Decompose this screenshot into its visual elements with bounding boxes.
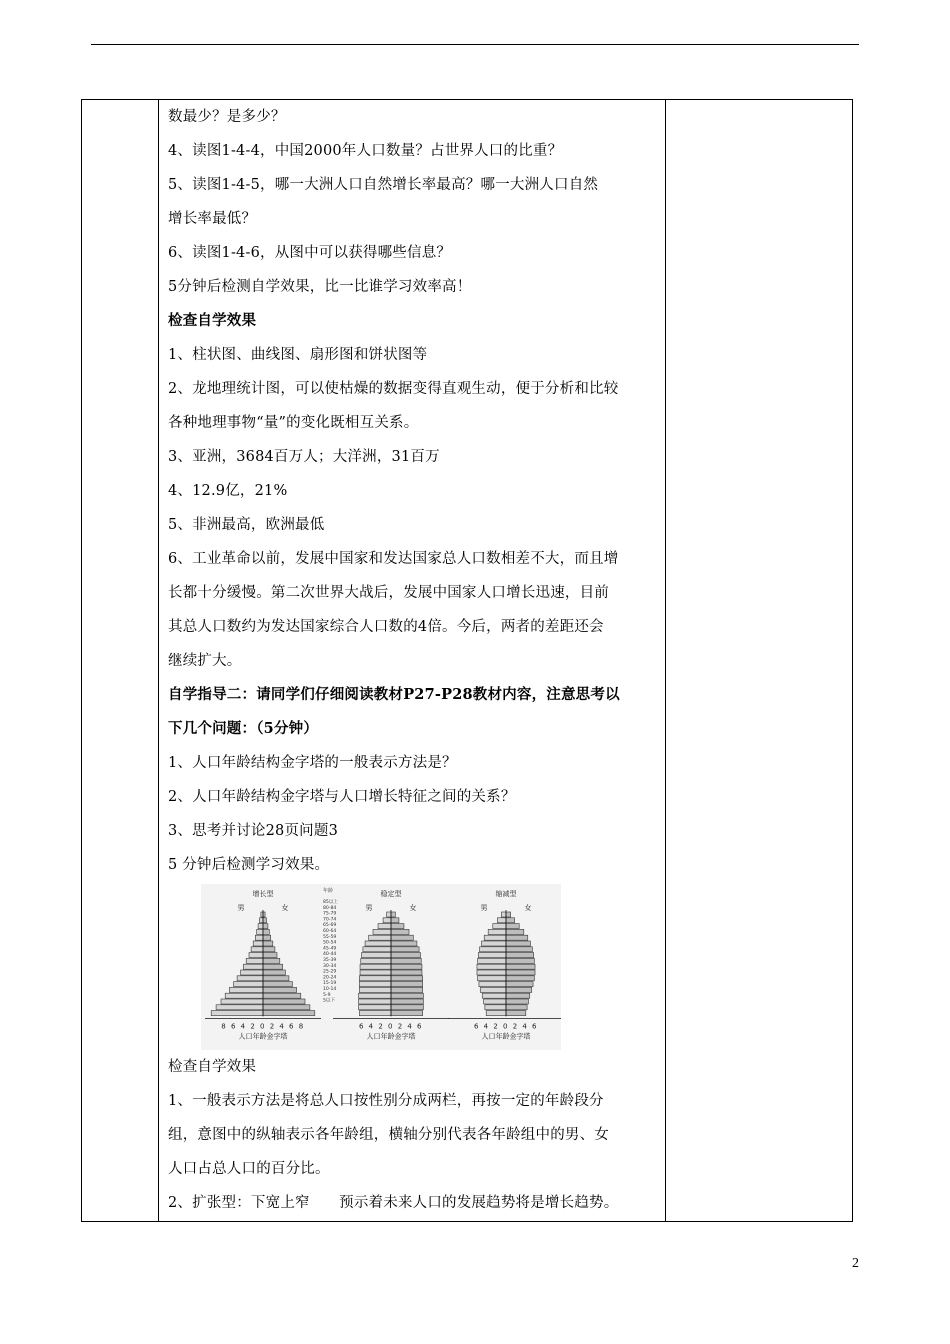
table-column-divider-right bbox=[665, 100, 666, 1221]
female-bar bbox=[263, 953, 277, 958]
male-bar bbox=[387, 912, 391, 917]
female-bar bbox=[391, 924, 404, 929]
text-line: 长都十分缓慢。第二次世界大战后，发展中国家人口增长迅速，目前 bbox=[168, 585, 609, 601]
female-bar bbox=[263, 987, 297, 992]
male-bar bbox=[482, 993, 506, 998]
male-bar bbox=[255, 935, 263, 940]
pyramid-caption: 人口年龄金字塔 bbox=[366, 1032, 416, 1041]
female-bar bbox=[391, 947, 419, 952]
male-bar bbox=[480, 987, 506, 992]
male-bar bbox=[229, 987, 263, 992]
text-line: 1、人口年龄结构金字塔的一般表示方法是？ bbox=[168, 755, 457, 771]
female-bar bbox=[506, 1011, 526, 1016]
male-bar bbox=[478, 958, 506, 963]
x-axis-ticks: 8 6 4 2 0 2 4 6 8 bbox=[221, 1022, 305, 1031]
pyramid-title: 缩减型 bbox=[495, 890, 517, 898]
male-bar bbox=[211, 1011, 263, 1016]
female-bar bbox=[263, 935, 271, 940]
male-bar bbox=[241, 970, 263, 975]
female-bar bbox=[506, 970, 535, 975]
male-bar bbox=[359, 999, 391, 1004]
male-bar bbox=[361, 953, 391, 958]
male-bar bbox=[378, 924, 391, 929]
female-bar bbox=[263, 970, 285, 975]
male-bar bbox=[480, 947, 506, 952]
text-line: 继续扩大。 bbox=[168, 653, 242, 669]
male-bar bbox=[359, 1011, 391, 1016]
female-bar bbox=[263, 924, 268, 929]
male-bar bbox=[478, 953, 506, 958]
age-label: 15-19 bbox=[323, 981, 337, 987]
pyramid-title: 增长型 bbox=[252, 890, 274, 898]
age-label: 55-59 bbox=[323, 934, 337, 940]
female-bar bbox=[506, 964, 535, 969]
x-axis-ticks: 6 4 2 0 2 4 6 bbox=[358, 1022, 424, 1031]
text-line: 5 分钟后检测学习效果。 bbox=[168, 857, 330, 873]
age-label: 50-54 bbox=[323, 940, 337, 946]
male-label: 男 bbox=[237, 904, 245, 912]
male-bar bbox=[221, 999, 263, 1004]
female-bar bbox=[391, 935, 413, 940]
text-block-before-figure bbox=[168, 100, 664, 882]
female-bar bbox=[391, 953, 421, 958]
age-label: 70-74 bbox=[323, 917, 337, 923]
pyramid-caption: 人口年龄金字塔 bbox=[238, 1032, 288, 1041]
male-bar bbox=[484, 999, 506, 1004]
text-line: 数最少？是多少？ bbox=[168, 109, 286, 125]
male-bar bbox=[359, 1005, 391, 1010]
male-bar bbox=[383, 918, 391, 923]
female-bar bbox=[506, 982, 533, 987]
age-label: 25-29 bbox=[323, 969, 337, 975]
female-bar bbox=[263, 1005, 310, 1010]
female-bar bbox=[506, 953, 534, 958]
female-bar bbox=[263, 1011, 315, 1016]
male-bar bbox=[260, 918, 264, 923]
female-label: 女 bbox=[281, 904, 289, 912]
male-bar bbox=[225, 993, 263, 998]
male-bar bbox=[497, 918, 506, 923]
male-bar bbox=[246, 958, 263, 963]
female-bar bbox=[506, 1005, 527, 1010]
lesson-content-cell bbox=[168, 100, 664, 1220]
female-bar bbox=[506, 918, 515, 923]
text-line: 下几个问题：（5分钟） bbox=[168, 720, 319, 737]
male-bar bbox=[359, 993, 391, 998]
age-label: 5-9 bbox=[323, 992, 331, 998]
female-bar bbox=[391, 1011, 423, 1016]
age-label: 85以上 bbox=[323, 900, 339, 905]
age-label: 60-64 bbox=[323, 929, 337, 934]
male-bar bbox=[486, 1011, 506, 1016]
text-line: 5分钟后检测自学效果，比一比谁学习效率高！ bbox=[168, 279, 472, 295]
male-bar bbox=[234, 982, 263, 987]
male-bar bbox=[361, 958, 391, 963]
male-bar bbox=[485, 1005, 506, 1010]
header-rule bbox=[91, 44, 859, 45]
female-bar bbox=[391, 964, 422, 969]
female-bar bbox=[391, 993, 423, 998]
age-label: 35-39 bbox=[323, 958, 337, 963]
female-bar bbox=[263, 941, 273, 946]
female-label: 女 bbox=[409, 904, 417, 912]
female-bar bbox=[263, 964, 283, 969]
male-bar bbox=[478, 976, 506, 981]
text-line: 2、扩张型：下宽上窄 预示着未来人口的发展趋势将是增长趋势。 bbox=[168, 1195, 619, 1211]
age-label: 65-69 bbox=[323, 923, 337, 929]
male-bar bbox=[477, 964, 506, 969]
female-bar bbox=[391, 912, 395, 917]
population-pyramid-figure bbox=[168, 884, 664, 1050]
text-line: 其总人口数约为发达国家综合人口数的4倍。今后，两者的差距还会 bbox=[168, 619, 604, 635]
female-bar bbox=[506, 976, 534, 981]
male-bar bbox=[501, 912, 506, 917]
female-bar bbox=[263, 929, 269, 934]
male-bar bbox=[243, 964, 263, 969]
male-bar bbox=[482, 941, 506, 946]
text-line: 6、读图1-4-6，从图中可以获得哪些信息？ bbox=[168, 245, 452, 261]
male-label: 男 bbox=[365, 904, 373, 912]
text-line: 5、读图1-4-5，哪一大洲人口自然增长率最高？哪一大洲人口自然 bbox=[168, 177, 599, 193]
male-bar bbox=[488, 929, 506, 934]
female-bar bbox=[263, 947, 275, 952]
male-bar bbox=[258, 924, 263, 929]
text-line: 2、龙地理统计图，可以使枯燥的数据变得直观生动，便于分析和比较 bbox=[168, 381, 619, 397]
male-bar bbox=[369, 935, 391, 940]
female-bar bbox=[506, 924, 519, 929]
age-label: 80-84 bbox=[323, 905, 337, 911]
male-bar bbox=[257, 929, 263, 934]
text-line: 1、柱状图、曲线图、扇形图和饼状图等 bbox=[168, 347, 428, 363]
age-label: 5以下 bbox=[323, 998, 336, 1004]
female-bar bbox=[506, 929, 524, 934]
age-label: 10-14 bbox=[323, 987, 337, 992]
male-bar bbox=[363, 947, 391, 952]
male-bar bbox=[479, 982, 506, 987]
text-line: 检查自学效果 bbox=[168, 1059, 257, 1075]
male-bar bbox=[360, 964, 391, 969]
male-bar bbox=[373, 929, 391, 934]
male-bar bbox=[360, 970, 391, 975]
female-bar bbox=[391, 970, 422, 975]
male-bar bbox=[237, 976, 263, 981]
female-bar bbox=[506, 912, 511, 917]
male-bar bbox=[365, 941, 391, 946]
female-bar bbox=[391, 929, 409, 934]
lesson-table bbox=[81, 99, 853, 1222]
x-axis-ticks: 6 4 2 0 2 4 6 bbox=[473, 1022, 539, 1031]
age-axis-title: 年龄 bbox=[323, 888, 334, 894]
female-bar bbox=[391, 958, 421, 963]
female-bar bbox=[263, 999, 305, 1004]
female-bar bbox=[506, 999, 528, 1004]
age-label: 20-24 bbox=[323, 975, 337, 981]
male-bar bbox=[477, 970, 506, 975]
text-line: 增长率最低？ bbox=[168, 211, 257, 227]
male-bar bbox=[484, 935, 506, 940]
text-line: 各种地理事物“量”的变化既相互关系。 bbox=[168, 415, 419, 431]
male-bar bbox=[359, 987, 391, 992]
female-bar bbox=[506, 987, 532, 992]
female-bar bbox=[391, 987, 423, 992]
text-line: 检查自学效果 bbox=[168, 312, 257, 329]
text-line: 人口占总人口的百分比。 bbox=[168, 1161, 330, 1177]
text-line: 5、非洲最高，欧洲最低 bbox=[168, 517, 325, 533]
population-pyramids-image bbox=[201, 884, 561, 1050]
table-column-divider-left bbox=[158, 100, 159, 1221]
female-bar bbox=[391, 999, 423, 1004]
female-bar bbox=[263, 976, 289, 981]
male-bar bbox=[493, 924, 506, 929]
text-line: 4、12.9亿，21% bbox=[168, 483, 288, 499]
female-bar bbox=[506, 947, 532, 952]
text-block-after-figure bbox=[168, 1050, 664, 1220]
male-bar bbox=[251, 947, 263, 952]
female-bar bbox=[263, 982, 292, 987]
age-label: 30-34 bbox=[323, 963, 337, 969]
text-line: 4、读图1-4-4，中国2000年人口数量？占世界人口的比重？ bbox=[168, 143, 563, 159]
male-bar bbox=[249, 953, 263, 958]
female-bar bbox=[391, 941, 417, 946]
pyramid-caption: 人口年龄金字塔 bbox=[481, 1032, 531, 1041]
male-bar bbox=[359, 976, 391, 981]
female-bar bbox=[506, 993, 530, 998]
pyramid-title: 稳定型 bbox=[380, 890, 402, 898]
female-bar bbox=[263, 958, 280, 963]
text-line: 1、一般表示方法是将总人口按性别分成两栏，再按一定的年龄段分 bbox=[168, 1093, 604, 1109]
female-bar bbox=[391, 918, 399, 923]
text-line: 6、工业革命以前，发展中国家和发达国家总人口数相差不大，而且增 bbox=[168, 551, 619, 567]
female-bar bbox=[263, 993, 301, 998]
age-label: 40-44 bbox=[323, 952, 337, 958]
text-line: 3、思考并讨论28页问题3 bbox=[168, 823, 339, 839]
age-label: 75-79 bbox=[323, 911, 337, 917]
page-number: 2 bbox=[852, 1256, 859, 1271]
male-bar bbox=[359, 982, 391, 987]
female-bar bbox=[391, 982, 423, 987]
text-line: 2、人口年龄结构金字塔与人口增长特征之间的关系？ bbox=[168, 789, 516, 805]
female-bar bbox=[506, 935, 528, 940]
female-bar bbox=[506, 941, 530, 946]
age-label: 45-49 bbox=[323, 946, 337, 952]
female-label: 女 bbox=[524, 904, 532, 912]
female-bar bbox=[391, 1005, 423, 1010]
male-bar bbox=[216, 1005, 263, 1010]
male-bar bbox=[253, 941, 263, 946]
male-label: 男 bbox=[480, 904, 488, 912]
text-line: 自学指导二：请同学们仔细阅读教材P27-P28教材内容，注意思考以 bbox=[168, 686, 620, 703]
text-line: 3、亚洲，3684百万人；大洋洲，31百万 bbox=[168, 449, 440, 465]
text-line: 组，意图中的纵轴表示各年龄组，横轴分别代表各年龄组中的男、女 bbox=[168, 1127, 609, 1143]
female-bar bbox=[263, 918, 267, 923]
female-bar bbox=[391, 976, 423, 981]
female-bar bbox=[506, 958, 534, 963]
